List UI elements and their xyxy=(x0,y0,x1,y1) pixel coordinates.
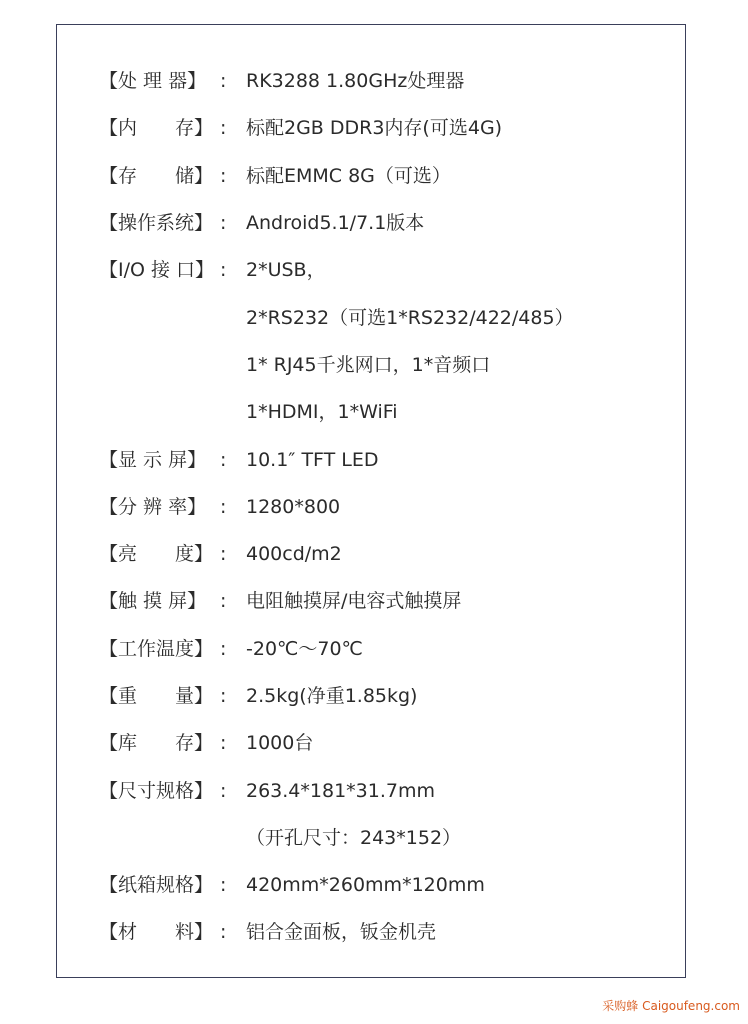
spec-label: 【库 存】 xyxy=(99,732,214,755)
spec-colon: : xyxy=(220,212,227,235)
spec-row-material xyxy=(99,909,748,956)
spec-value: 1* RJ45千兆网口，1*音频口 xyxy=(246,353,491,376)
spec-label: 【显 示 屏】 xyxy=(99,448,207,471)
spec-value: -20℃～70℃ xyxy=(246,637,363,660)
spec-label: 【处 理 器】 xyxy=(99,70,207,93)
spec-label: 【操作系统】 xyxy=(99,212,214,235)
spec-label: 【分 辨 率】 xyxy=(99,495,207,518)
spec-row-cpu xyxy=(99,58,748,105)
spec-colon: : xyxy=(220,117,227,140)
spec-label: 【触 摸 屏】 xyxy=(99,590,207,613)
spec-value: 2*RS232（可选1*RS232/422/485） xyxy=(246,306,574,329)
spec-value: 1280*800 xyxy=(246,495,341,518)
spec-colon: : xyxy=(220,779,227,802)
spec-label: 【内 存】 xyxy=(99,117,214,140)
spec-label: 【纸箱规格】 xyxy=(99,874,214,897)
spec-row-io-cont-3 xyxy=(99,389,748,436)
spec-value: 400cd/m2 xyxy=(246,543,342,566)
spec-row-os xyxy=(99,200,748,247)
spec-list xyxy=(99,58,748,957)
spec-colon: : xyxy=(220,495,227,518)
spec-label: 【重 量】 xyxy=(99,685,214,707)
spec-colon: : xyxy=(220,685,227,707)
spec-row-io-cont-1 xyxy=(99,294,748,341)
spec-colon: : xyxy=(220,590,227,613)
spec-row-brightness xyxy=(99,531,748,578)
spec-row-memory xyxy=(99,105,748,152)
spec-row-display xyxy=(99,436,748,483)
spec-value: Android5.1/7.1版本 xyxy=(246,212,425,235)
spec-label: 【材 料】 xyxy=(99,921,214,944)
spec-colon: : xyxy=(220,637,227,660)
spec-value: 10.1″ TFT LED xyxy=(246,448,379,471)
spec-value: 标配2GB DDR3内存(可选4G) xyxy=(246,117,503,140)
spec-label: 【工作温度】 xyxy=(99,637,214,660)
spec-label: 【存 储】 xyxy=(99,164,214,187)
spec-value: 420mm*260mm*120mm xyxy=(246,874,485,897)
site-watermark: 采购蜂 Caigoufeng.com xyxy=(602,999,740,1013)
spec-colon: : xyxy=(220,732,227,755)
spec-label: 【尺寸规格】 xyxy=(99,779,214,802)
spec-row-dimensions xyxy=(99,767,748,814)
spec-row-weight xyxy=(99,673,748,720)
spec-colon: : xyxy=(220,259,227,282)
spec-label: 【亮 度】 xyxy=(99,543,214,566)
spec-value: 1000台 xyxy=(246,732,314,755)
spec-value: RK3288 1.80GHz处理器 xyxy=(246,70,465,93)
spec-colon: : xyxy=(220,874,227,897)
spec-row-io-cont-2 xyxy=(99,342,748,389)
spec-value: （开孔尺寸：243*152） xyxy=(246,826,462,849)
spec-colon: : xyxy=(220,164,227,187)
spec-colon: : xyxy=(220,70,227,93)
spec-value: 铝合金面板，钣金机壳 xyxy=(246,921,437,944)
spec-colon: : xyxy=(220,543,227,566)
spec-colon: : xyxy=(220,921,227,944)
spec-row-carton xyxy=(99,862,748,909)
spec-row-resolution xyxy=(99,484,748,531)
spec-row-io xyxy=(99,247,748,294)
spec-row-cutout xyxy=(99,815,748,862)
spec-value: 2.5kg(净重1.85kg) xyxy=(246,685,418,707)
spec-row-stock xyxy=(99,720,748,767)
spec-value: 电阻触摸屏/电容式触摸屏 xyxy=(246,590,462,613)
spec-row-touchscreen xyxy=(99,578,748,625)
spec-value: 263.4*181*31.7mm xyxy=(246,779,435,802)
spec-value: 标配EMMC 8G（可选） xyxy=(246,164,451,187)
spec-colon: : xyxy=(220,448,227,471)
spec-value: 1*HDMI，1*WiFi xyxy=(246,401,398,424)
spec-row-storage xyxy=(99,153,748,200)
spec-value: 2*USB， xyxy=(246,259,326,282)
spec-label: 【I/O 接 口】 xyxy=(99,259,215,282)
spec-row-temperature xyxy=(99,626,748,673)
